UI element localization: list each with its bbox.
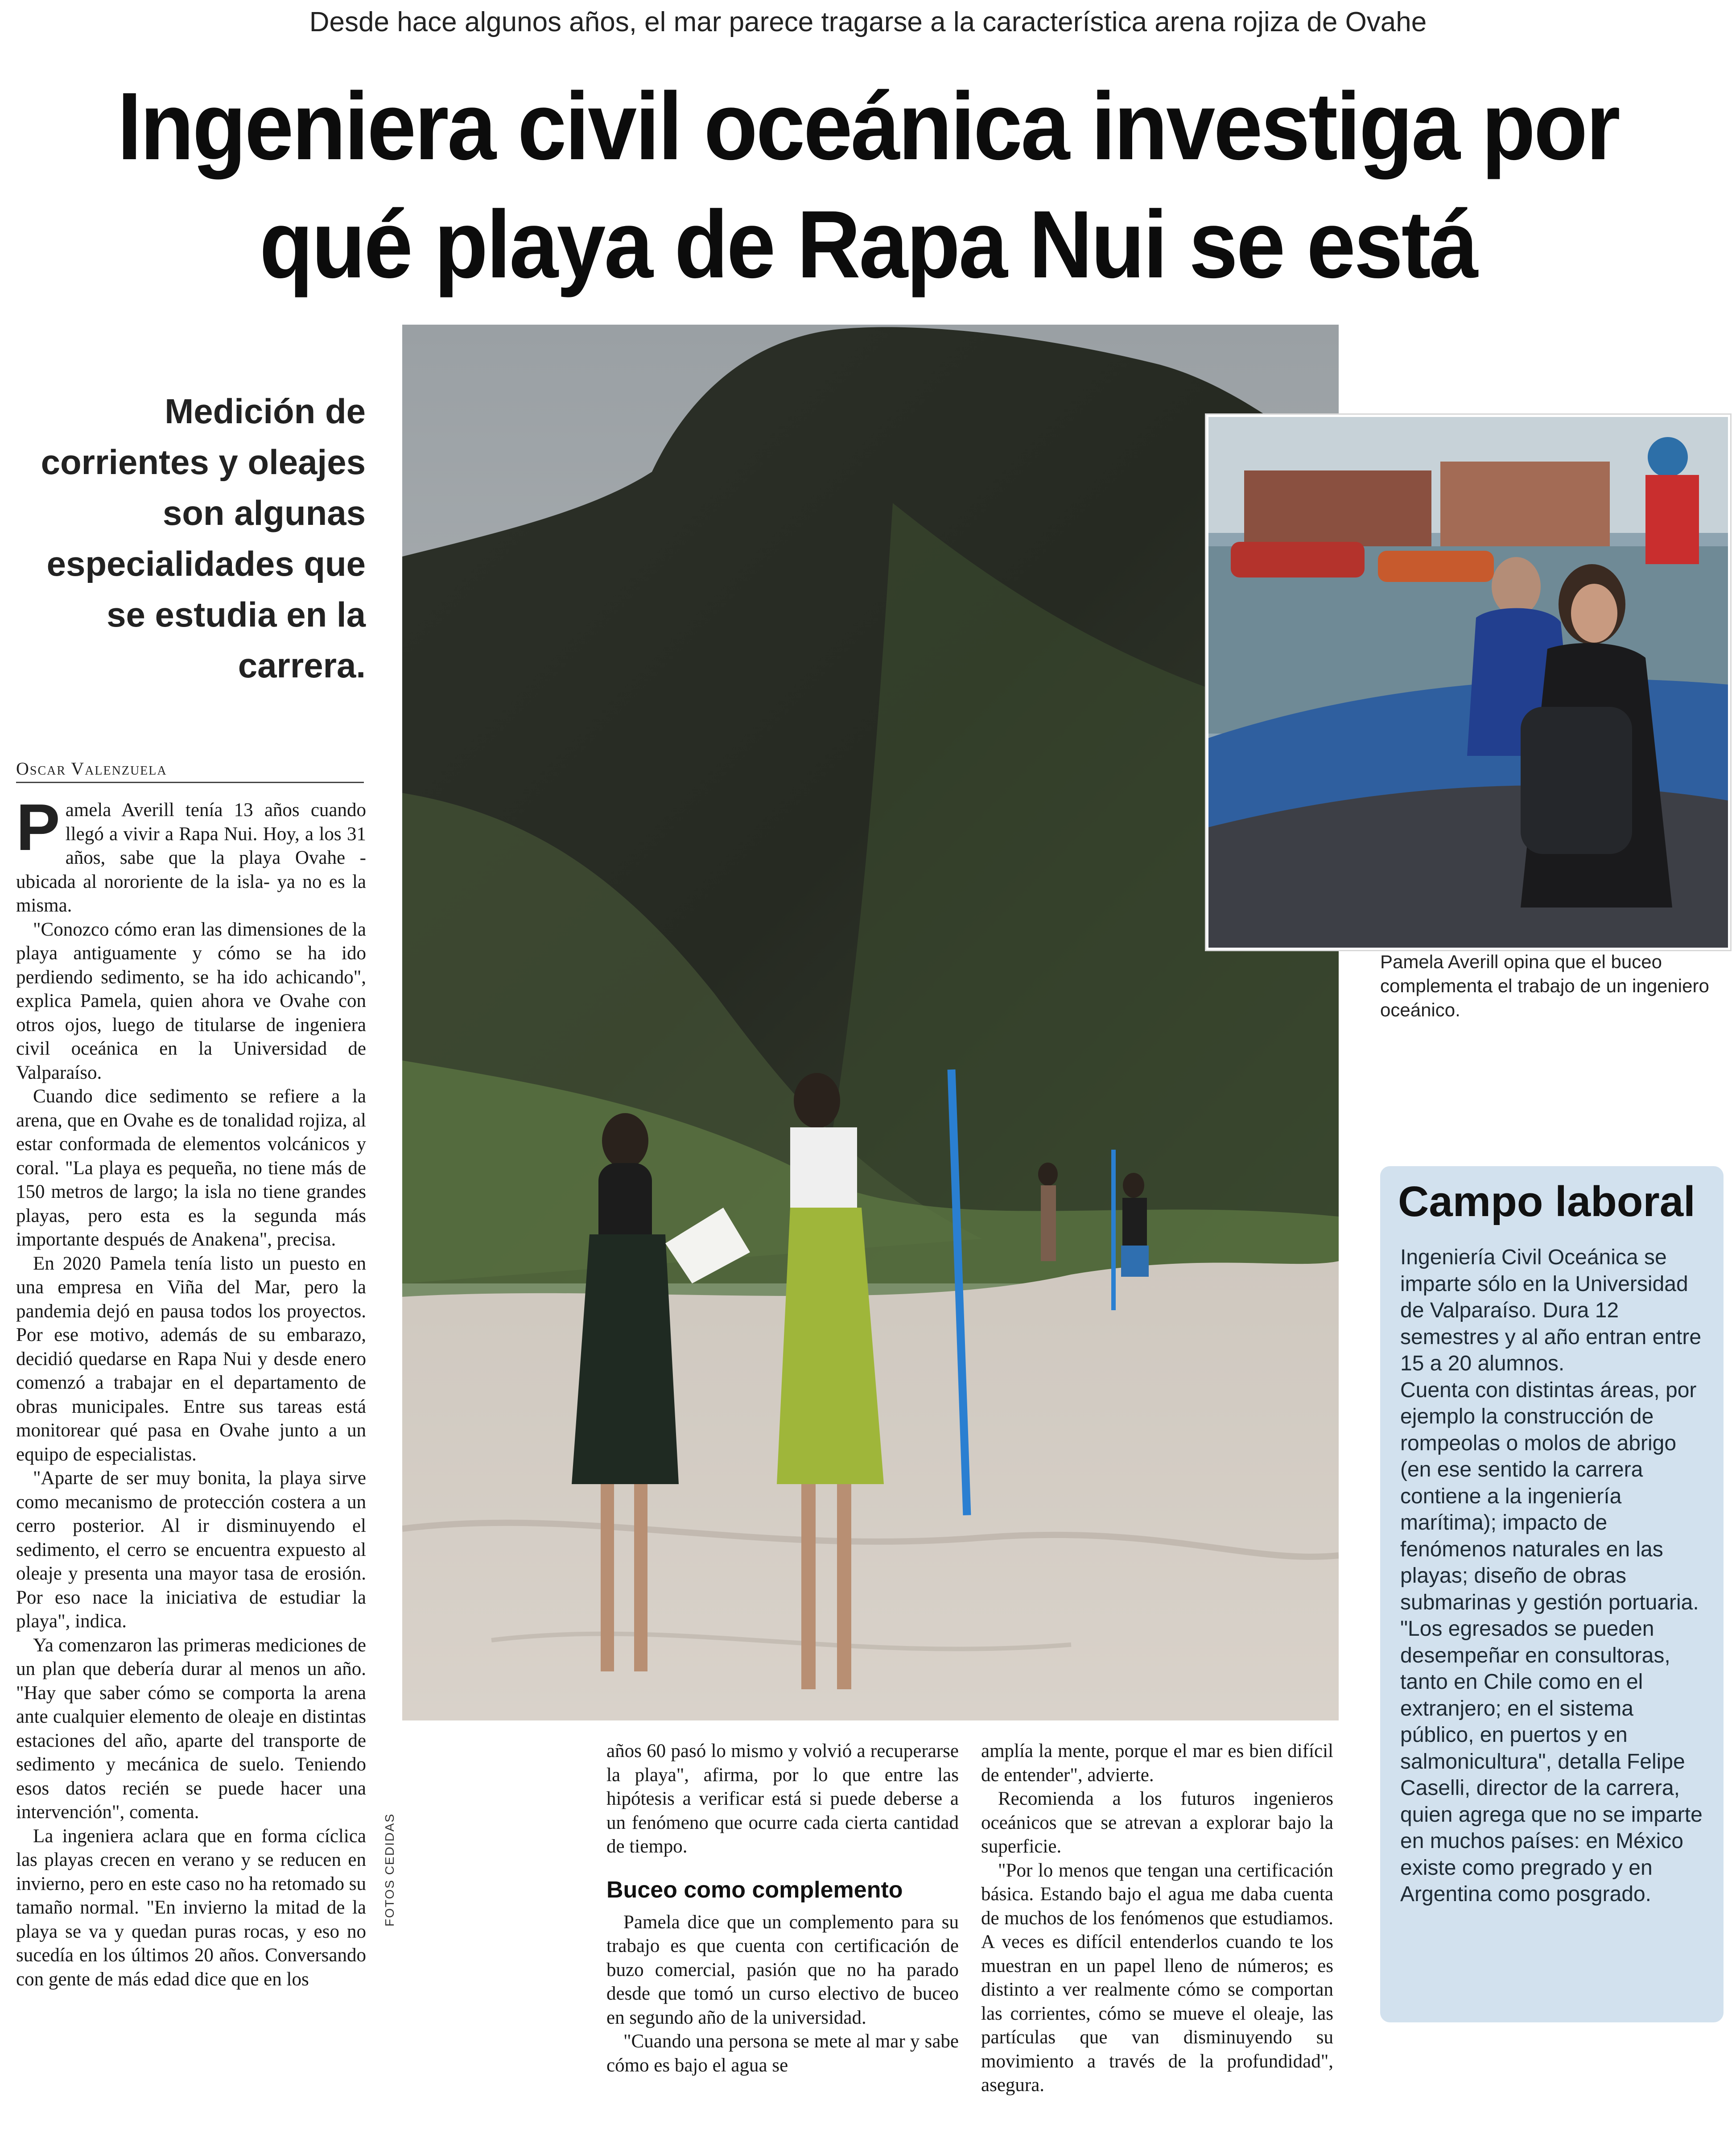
kicker: Desde hace algunos años, el mar parece tragarse a la característica arena rojiza de Ovahe: [309, 7, 1427, 37]
byline: Oscar Valenzuela: [16, 758, 364, 783]
article-paragraph: "Por lo menos que tengan una certificación básica. Estando bajo el agua me daba cuenta de muchos de los fenómenos que estudiamos. A veces es difícil entenderlos cuando te los muestran en un papel lleno de números; es distinto a ver realmente cómo se comportan las corrientes, cómo se mueve el oleaje, las partículas que van disminuyendo su movimiento a través de la profundidad", asegura.: [981, 1860, 1333, 2096]
article-paragraph: Pamela dice que un complemento para su trabajo es que cuenta con certificación de buzo comercial, pasión que no ha parado desde que tomó un curso electivo de buceo en segundo año de la universidad.: [606, 1911, 959, 2028]
article-column-3: [981, 1739, 1333, 2132]
subhead-line: se estudia en la: [107, 595, 366, 634]
subhead-line: corrientes y oleajes: [41, 442, 366, 482]
article-paragraph: "Aparte de ser muy bonita, la playa sirve como mecanismo de protección costera a un cerro posterior. Al ir disminuyendo el sedimento, el cerro se encuentra expuesto al oleaje y presenta una mayor tasa de erosión. Por eso nace la iniciativa de estudiar la playa", indica.: [16, 1468, 366, 1632]
photo-credit: FOTOS CEDIDAS: [383, 1813, 396, 1926]
article-paragraph: Ya comenzaron las primeras mediciones de un plan que debería durar al menos un año. "Hay que saber cómo se comporta la arena ante cualquier elemento de oleaje en distintas estaciones del año, aparte del transporte de sedimento y mecánica de suelo. Teniendo esos datos recién se puede hacer una intervención", comenta.: [16, 1634, 366, 1823]
sidebar-paragraph: "Los egresados se pueden desempeñar en consultoras, tanto en Chile como en el extranjero; en el sistema público, en puertos y en salmonicultura", detalla Felipe Caselli, director de la carrera, quien agrega que no se imparte en muchos países: en México existe como pregrado y en Argentina como posgrado.: [1400, 1617, 1703, 1906]
article-paragraph: Pamela Averill tenía 13 años cuando llegó a vivir a Rapa Nui. Hoy, a los 31 años, sabe que la playa Ovahe -ubicada al nororiente de la isla- ya no es la misma.: [16, 798, 366, 916]
article-column-1: [16, 798, 366, 2132]
subhead-line: carrera.: [238, 646, 366, 685]
photo-credit-wrap: [383, 1721, 400, 1926]
article-paragraph: En 2020 Pamela tenía listo un puesto en una empresa en Viña del Mar, pero la pandemia dejó en pausa todos los proyectos. Por ese motivo, además de su embarazo, decidió quedarse en Rapa Nui y desde enero comenzó a trabajar en el departamento de obras municipales. Entre sus tareas está monitorear qué pasa en Ovahe junto a un equipo de especialistas.: [16, 1253, 366, 1465]
article-paragraph: años 60 pasó lo mismo y volvió a recuperarse la playa", afirma, por lo que entre las hipótesis a verificar está si puede deberse a un fenómeno que ocurre cada cierta cantidad de tiempo.: [606, 1741, 959, 1857]
headline-line-2: qué playa de Rapa Nui se está: [259, 190, 1477, 298]
article-subtitle: Buceo como complemento: [606, 1877, 903, 1903]
main-photo-beach-measurement: [402, 325, 1339, 1720]
subhead-line: son algunas: [162, 493, 366, 532]
article-paragraph: La ingeniera aclara que en forma cíclica las playas crecen en verano y se reducen en invierno, pero en este caso no ha retomado su tamaño normal. "En invierno la mitad de la playa se va y quedan puras rocas, y eso no sucedía en los últimos 20 años. Conversando con gente de más edad dice que en los: [16, 1825, 366, 1990]
article-paragraph: Recomienda a los futuros ingenieros oceánicos que se atrevan a explorar bajo la superficie.: [981, 1788, 1333, 1857]
article-paragraph: amplía la mente, porque el mar es bien difícil de entender", advierte.: [981, 1741, 1333, 1786]
diver-boat-illustration: [1208, 417, 1728, 948]
distant-person: [1038, 1163, 1058, 1261]
dropcap: P: [16, 798, 60, 864]
inset-photo-diver-boat: [1206, 415, 1730, 950]
article-paragraph: "Cuando una persona se mete al mar y sabe cómo es bajo el agua se: [606, 2031, 959, 2076]
subhead-line: especialidades que: [46, 544, 366, 583]
subhead-line: Medición de: [165, 392, 366, 431]
sidebar-paragraph: Cuenta con distintas áreas, por ejemplo la construcción de rompeolas o molos de abrigo (en ese sentido la carrera contiene a la ingeniería marítima); impacto de fenómenos naturales en las playas; diseño de obras submarinas y gestión portuaria.: [1400, 1378, 1699, 1614]
article-paragraph: Cuando dice sedimento se refiere a la arena, que en Ovahe es de tonalidad rojiza, al estar conformada de elementos volcánicos y coral. "La playa es pequeña, no tiene más de 150 metros de largo; la isla no tiene grandes playas, pero esta es la segunda más importante después de Anakena", precisa.: [16, 1086, 366, 1250]
subhead: [27, 386, 366, 691]
sidebar-paragraph: Ingeniería Civil Oceánica se imparte sólo en la Universidad de Valparaíso. Dura 12 semestres y al año entran entre 15 a 20 alumnos.: [1400, 1246, 1702, 1375]
beach-scene-illustration: [402, 325, 1339, 1720]
inset-photo-caption: Pamela Averill opina que el buceo complementa el trabajo de un ingeniero oceánico.: [1380, 951, 1709, 1020]
article-column-2: [606, 1739, 959, 2132]
sidebar-text: [1400, 1244, 1712, 1908]
sidebar-title: Campo laboral: [1398, 1178, 1695, 1225]
article-paragraph: "Conozco cómo eran las dimensiones de la playa antiguamente y cómo se ha ido perdiendo sedimento, se ha ido achicando", explica Pamela, quien ahora ve Ovahe con otros ojos, luego de titularse de ingeniera civil oceánica en la Universidad de Valparaíso.: [16, 919, 366, 1083]
headline-line-1: Ingeniera civil oceánica investiga por: [117, 72, 1619, 180]
